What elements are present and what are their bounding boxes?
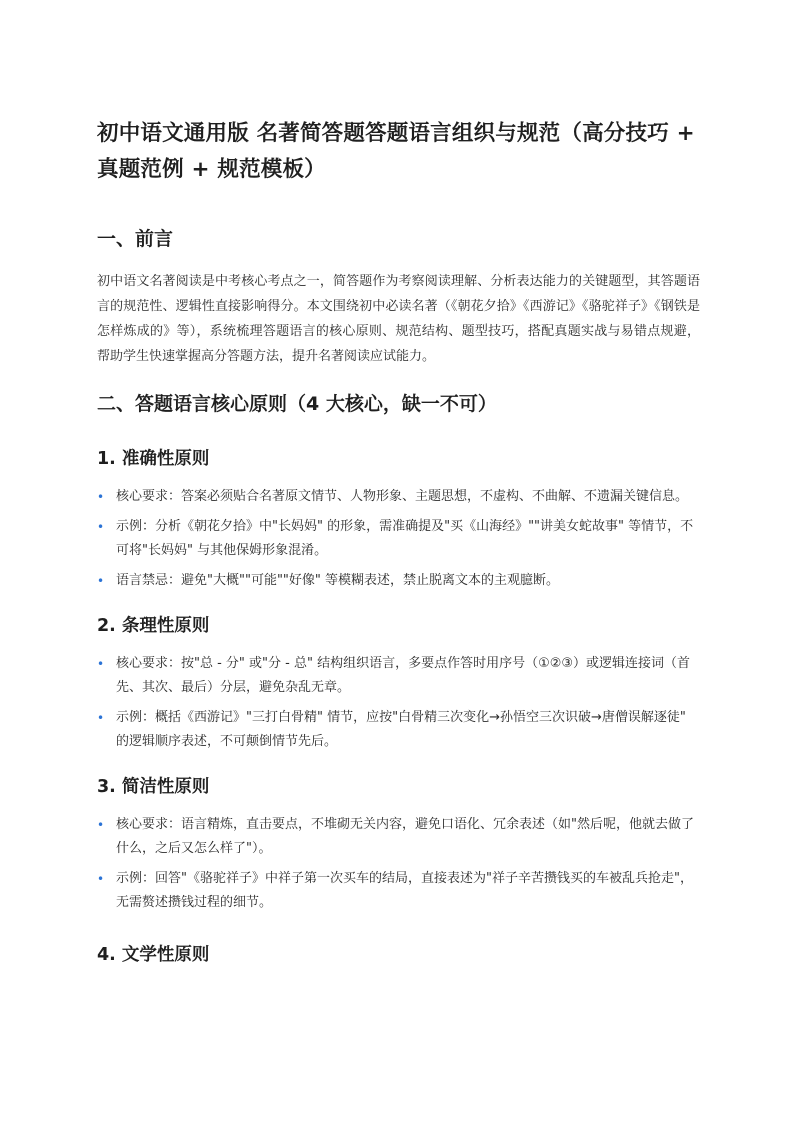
coherence-list xyxy=(97,652,700,754)
list-item: • 核心要求：按"总 - 分" 或"分 - 总" 结构组织语言，多要点作答时用序号（①②③）或逻辑连接词（首先、其次、最后）分层，避免杂乱无章。 xyxy=(97,652,700,700)
subheading-accuracy: 1. 准确性原则 xyxy=(97,449,210,469)
accuracy-list xyxy=(97,485,700,593)
list-item: • 核心要求：语言精炼，直击要点，不堆砌无关内容，避免口语化、冗余表述（如"然后呢，他就去做了什么，之后又怎么样了"）。 xyxy=(97,813,700,861)
section-heading-intro: 一、前言 xyxy=(97,228,174,250)
bullet-icon: • xyxy=(97,711,105,725)
conciseness-list xyxy=(97,813,700,915)
bullet-icon: • xyxy=(97,818,105,832)
list-item: • 示例：分析《朝花夕拾》中"长妈妈" 的形象，需准确提及"买《山海经》""讲美女蛇故事" 等情节，不可将"长妈妈" 与其他保姆形象混淆。 xyxy=(97,515,700,563)
bullet-icon: • xyxy=(97,872,105,886)
list-item: • 示例：概括《西游记》"三打白骨精" 情节，应按"白骨精三次变化→孙悟空三次识破→唐僧误解逐徒" 的逻辑顺序表述，不可颠倒情节先后。 xyxy=(97,706,700,754)
bullet-icon: • xyxy=(97,490,105,504)
list-item: • 语言禁忌：避免"大概""可能""好像" 等模糊表述，禁止脱离文本的主观臆断。 xyxy=(97,569,700,593)
bullet-icon: • xyxy=(97,657,105,671)
document-title: 初中语文通用版 名著简答题答题语言组织与规范（高分技巧 + 真题范例 + 规范模板） xyxy=(97,121,695,182)
bullet-icon: • xyxy=(97,574,105,588)
section-heading-principles: 二、答题语言核心原则（4 大核心，缺一不可） xyxy=(97,393,497,415)
list-item: • 核心要求：答案必须贴合名著原文情节、人物形象、主题思想，不虚构、不曲解、不遗漏关键信息。 xyxy=(97,485,700,509)
subheading-coherence: 2. 条理性原则 xyxy=(97,616,210,636)
intro-paragraph: 初中语文名著阅读是中考核心考点之一，简答题作为考察阅读理解、分析表达能力的关键题型，其答题语言的规范性、逻辑性直接影响得分。本文围绕初中必读名著（《朝花夕拾》《西游记》《骆驼祥子》《钢铁是怎样炼成的》等），系统梳理答题语言的核心原则、规范结构、题型技巧，搭配真题实战与易错点规避，帮助学生快速掌握高分答题方法，提升名著阅读应试能力。 xyxy=(97,274,700,364)
bullet-icon: • xyxy=(97,520,105,534)
subheading-literary: 4. 文学性原则 xyxy=(97,945,210,965)
list-item: • 示例：回答"《骆驼祥子》中祥子第一次买车的结局，直接表述为"祥子辛苦攒钱买的车被乱兵抢走"，无需赘述攒钱过程的细节。 xyxy=(97,867,700,915)
subheading-conciseness: 3. 简洁性原则 xyxy=(97,777,210,797)
document-page xyxy=(97,116,700,968)
